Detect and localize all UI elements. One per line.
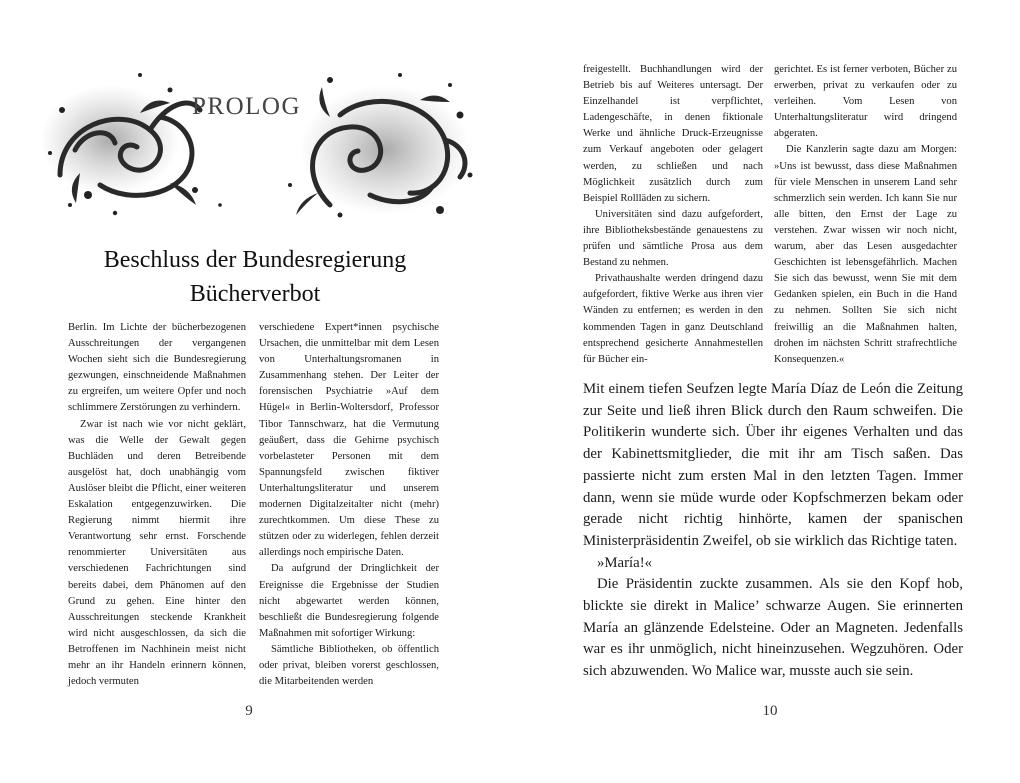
article-title-line1: Beschluss der Bundesregierung [103, 247, 407, 273]
article-title [60, 243, 450, 311]
article-paragraph: Berlin. Im Lichte der bücherbezogenen Ausschreitungen der vergangenen Wochen sieht sich die Bundesregierung gezwungen, einschneidende Maßnahmen zu ergreifen, um weitere Opfer und noch schlimmere Zerstörungen zu verhindern. [68, 322, 246, 414]
narrative-paragraph: Mit einem tiefen Seufzen legte María Díaz de León die Zeitung zur Seite und ließ ihren Blick durch den Raum schweifen. Die Politikerin wunderte sich. Über ihr eigenes Verhalten und das der Kabinettsmitglieder, die mit ihr am Tisch saßen. Das passierte nicht zum ersten Mal in den letzten Tagen. Immer dann, wenn sie müde wurde oder Kopfschmerzen bekam oder gerade nicht richtig hinhörte, kamen der spanischen Ministerpräsidentin Zweifel, ob sie wirklich das Richtige taten. [583, 381, 963, 549]
article-paragraph: Sämtliche Bibliotheken, ob öffentlich oder privat, bleiben vorerst geschlossen, die Mitarbeitenden werden [259, 643, 439, 688]
article-paragraph: Privathaushalte werden dringend dazu aufgefordert, fiktive Werke aus ihren vier Wänden zu entfernen; es werden in den kommenden Tagen in ganz Deutschland entsprechend gesicherte Annahmestellen für Bücher ein- [583, 273, 763, 365]
article-paragraph: gerichtet. Es ist ferner verboten, Bücher zu erwerben, privat zu verkaufen oder zu verleihen. Vom Lesen von Unterhaltungsliteratur wird dringend abgeraten. [774, 64, 957, 140]
page-number: 10 [762, 703, 778, 719]
article-paragraph: Da aufgrund der Dringlichkeit der Ereignisse die Ergebnisse der Studien nicht abgewartet werden können, beschließt die Bundesregierung folgende Maßnahmen mit sofortiger Wirkung: [259, 563, 439, 639]
page-number: 9 [245, 703, 253, 719]
article-paragraph: Die Kanzlerin sagte dazu am Morgen: »Uns ist bewusst, dass diese Maßnahmen für viele Menschen in unserem Land sehr schmerzlich sein werden. Ich kann Sie nur alle bitten, den Ernst der Lage zu verstehen. Zwar wissen wir noch nicht, warum, aber das Lesen ausgedachter Geschichten ist lebensgefährlich. Machen Sie sich das bewusst, wenn Sie mit dem Gedanken spielen, ein Buch in die Hand zu nehmen. Sollten Sie sich nicht freiwillig an die Maßnahmen halten, drohen im nächsten Schritt strafrechtliche Konsequenzen.« [774, 144, 957, 365]
article-paragraph: Zwar ist nach wie vor nicht geklärt, was die Welle der Gewalt gegen Buchläden und deren Betreibende ausgelöst hat, doch unabhängig vom Auslöser bleibt die Pflicht, einer weiteren Eskalation entgegenzuwirken. Die Regierung nimmt hiermit ihre Verantwortung sehr ernst. Forschende renommierter Universitäten aus verschiedenen Fachrichtungen sind bereits dabei, dem Phänomen auf den Grund zu gehen. Eine hinter den Ausschreitungen steckende Krankheit wird nicht ausgeschlossen, da sich die Betroffenen im Nachhinein meist nicht mehr an ihr Handeln erinnern können, jedoch vermuten [68, 418, 246, 688]
article-column-1 [68, 320, 246, 690]
article-paragraph: freigestellt. Buchhandlungen wird der Betrieb bis auf Weiteres untersagt. Der Einzelhandel ist verpflichtet, Ladengeschäfte, in denen fiktionale Werke und ähnliche Druck-Erzeugnisse zum Verkauf angeboten oder gelagert werden, zu schließen und nach Möglichkeit zusätzlich durch zum Beispiel Rollläden zu sichern. [583, 64, 763, 204]
article-title-line2: Bücherverbot [189, 281, 321, 307]
narrative-paragraph: »María!« [597, 554, 653, 571]
narrative-paragraph: Die Präsidentin zuckte zusammen. Als sie den Kopf hob, blickte sie direkt in Malice’ schwarze Augen. Sie erinnerten María an glänzende Edelsteine. Oder an Magneten. Jedenfalls war es ihr unmöglich, nicht hineinzusehen. Wegzuhören. Oder sich abzuwenden. Wo Malice war, musste auch sie sein. [583, 576, 963, 680]
article-paragraph: verschiedene Expert*innen psychische Ursachen, die unmittelbar mit dem Lesen von Unterhaltungsromanen in Zusammenhang stehen. Der Leiter der forensischen Psychiatrie »Auf dem Hügel« in Berlin-Woltersdorf, Professor Tibor Tannschwarz, hat die Vermutung geäußert, dass die Gehirne psychisch vorbelasteter Personen mit dem Spannungsfeld zwischen fiktiver Unterhaltungsliteratur und unserem modernen Digitalzeitalter nicht (mehr) zurechtkommen. Um diese These zu stützen oder zu widerlegen, fehlen derzeit allerdings noch empirische Daten. [259, 322, 439, 559]
narrative-text [583, 379, 963, 683]
prolog-heading: PROLOG [192, 93, 302, 120]
baroque-flourish-ornament-icon [40, 55, 480, 225]
article-column-4 [774, 62, 957, 368]
right-page [510, 0, 1020, 783]
article-paragraph: Universitäten sind dazu aufgefordert, ihre Bibliotheksbestände genauestens zu prüfen und sämtliche Prosa aus dem Bestand zu nehmen. [583, 208, 763, 269]
article-column-2 [259, 320, 439, 690]
article-column-3 [583, 62, 763, 368]
